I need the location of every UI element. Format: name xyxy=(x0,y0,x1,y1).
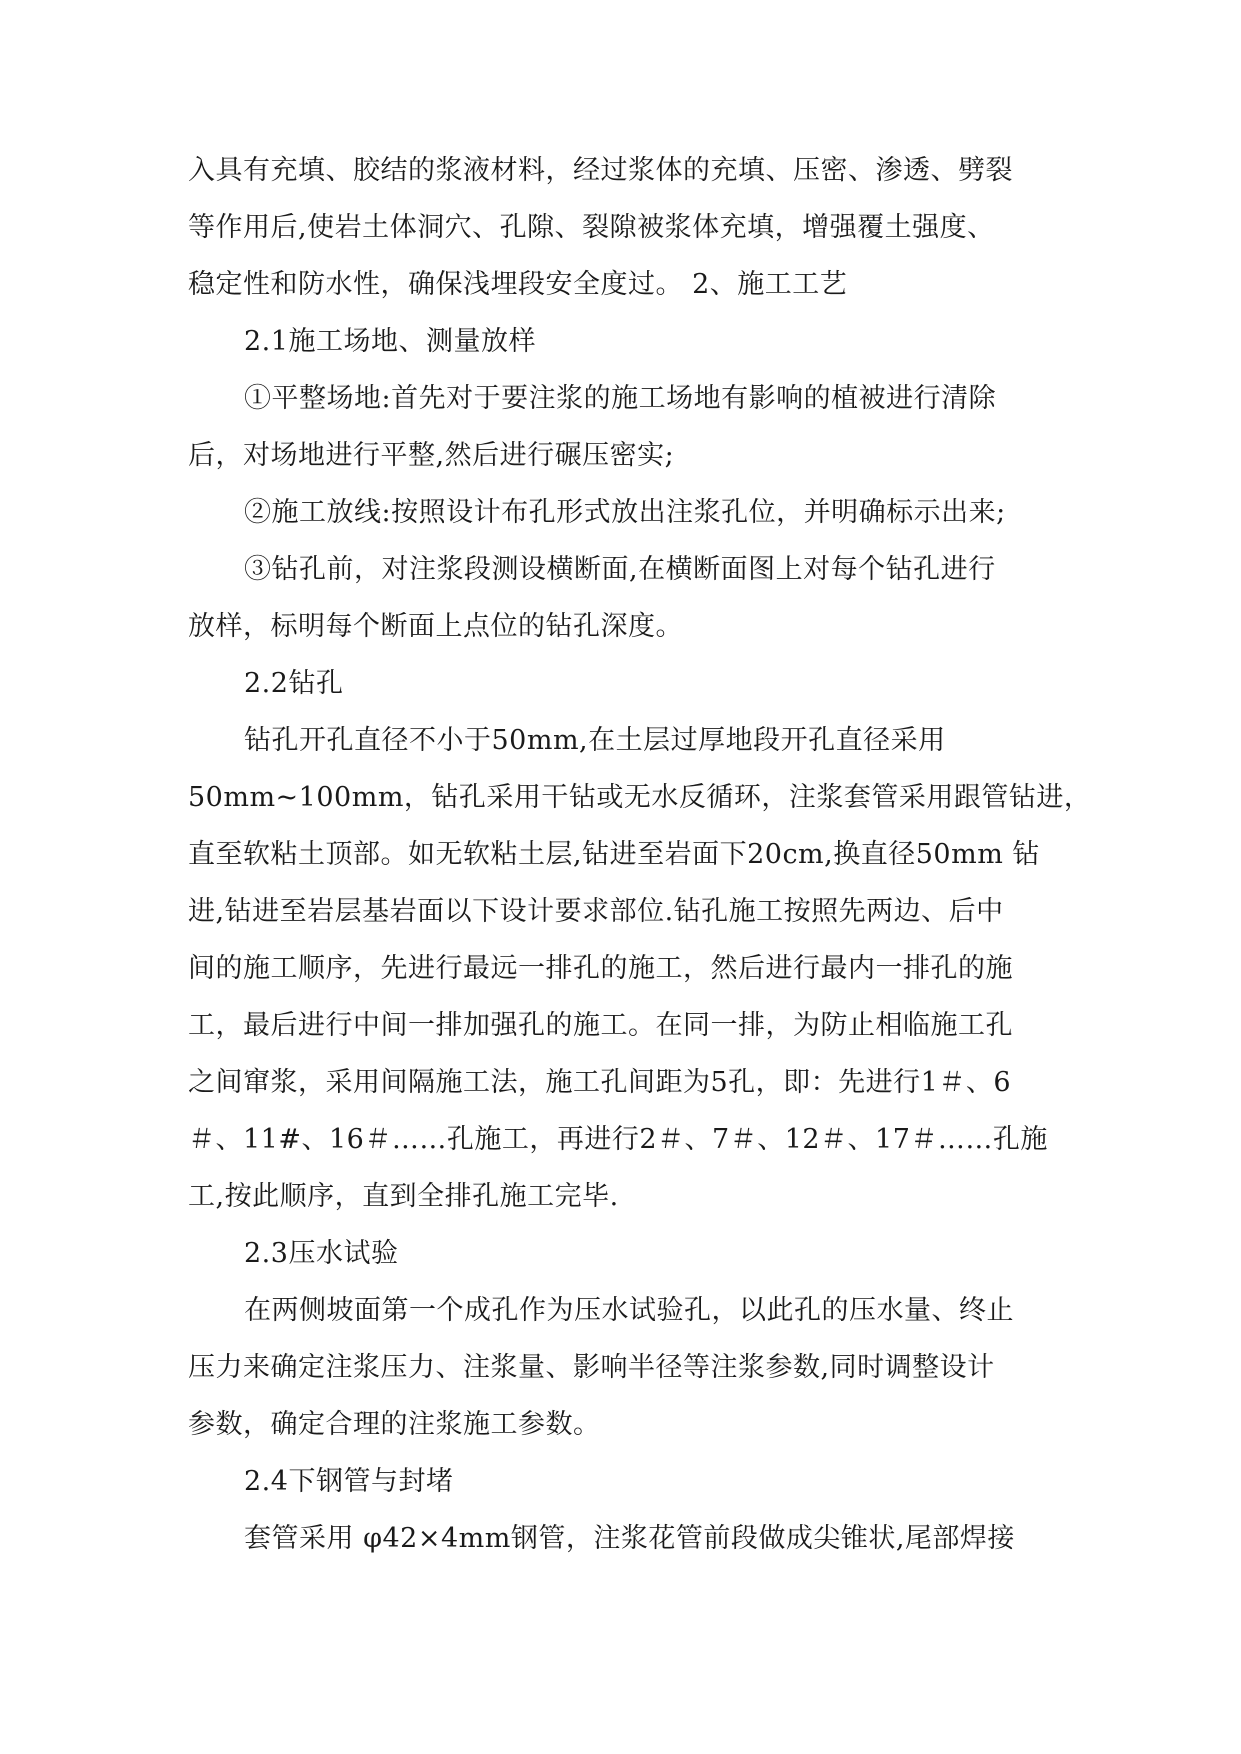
text-line: 稳定性和防水性，确保浅埋段安全度过。 2、施工工艺 xyxy=(188,269,848,300)
text-line: 放样，标明每个断面上点位的钻孔深度。 xyxy=(188,611,683,642)
section-heading: 2.2钻孔 xyxy=(244,668,344,699)
text-line: ③钻孔前，对注浆段测设横断面,在横断面图上对每个钻孔进行 xyxy=(244,554,996,585)
text-line: 之间窜浆，采用间隔施工法，施工孔间距为5孔，即：先进行1＃、6 xyxy=(188,1067,1012,1098)
text-line: 进,钻进至岩层基岩面以下设计要求部位.钻孔施工按照先两边、后中 xyxy=(188,896,1004,927)
text-line: ①平整场地:首先对于要注浆的施工场地有影响的植被进行清除 xyxy=(244,383,997,414)
text-line: 直至软粘土顶部。如无软粘土层,钻进至岩面下20cm,换直径50mm 钻 xyxy=(188,839,1040,870)
text-line: 50mm~100mm，钻孔采用干钻或无水反循环，注浆套管采用跟管钻进， xyxy=(188,782,1092,813)
document-body xyxy=(188,142,1092,1567)
text-line: 入具有充填、胶结的浆液材料，经过浆体的充填、压密、渗透、劈裂 xyxy=(188,155,1013,186)
text-line: 套管采用 φ42×4mm钢管，注浆花管前段做成尖锥状,尾部焊接 xyxy=(244,1523,1015,1554)
section-heading: 2.3压水试验 xyxy=(244,1238,399,1269)
text-line: 工,按此顺序，直到全排孔施工完毕. xyxy=(188,1181,619,1212)
text-line: ②施工放线:按照设计布孔形式放出注浆孔位，并明确标示出来; xyxy=(244,497,1006,528)
text-line: 钻孔开孔直径不小于50mm,在土层过厚地段开孔直径采用 xyxy=(244,725,946,756)
text-line: 后，对场地进行平整,然后进行碾压密实; xyxy=(188,440,675,471)
section-heading: 2.4下钢管与封堵 xyxy=(244,1466,454,1497)
text-line: 工，最后进行中间一排加强孔的施工。在同一排，为防止相临施工孔 xyxy=(188,1010,1013,1041)
section-heading: 2.1施工场地、测量放样 xyxy=(244,326,536,357)
text-line: 压力来确定注浆压力、注浆量、影响半径等注浆参数,同时调整设计 xyxy=(188,1352,995,1383)
text-line: ＃、11#、16＃……孔施工，再进行2＃、7＃、12＃、17＃……孔施 xyxy=(188,1124,1048,1155)
text-line: 在两侧坡面第一个成孔作为压水试验孔，以此孔的压水量、终止 xyxy=(244,1295,1014,1326)
text-line: 等作用后,使岩土体洞穴、孔隙、裂隙被浆体充填，增强覆土强度、 xyxy=(188,212,995,243)
text-line: 参数，确定合理的注浆施工参数。 xyxy=(188,1409,601,1440)
text-line: 间的施工顺序，先进行最远一排孔的施工，然后进行最内一排孔的施 xyxy=(188,953,1013,984)
